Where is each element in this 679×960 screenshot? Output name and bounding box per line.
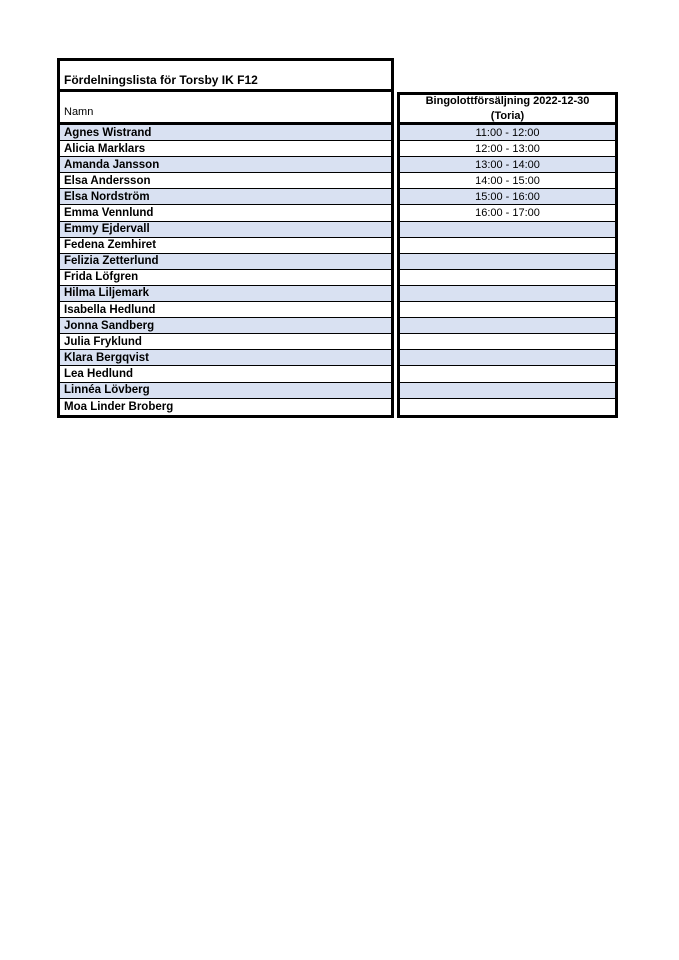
table-row-name: Felizia Zetterlund <box>60 254 391 270</box>
table-row-name: Agnes Wistrand <box>60 125 391 141</box>
table-row-slot: 13:00 - 14:00 <box>400 157 615 173</box>
slot-header-line2: (Toria) <box>490 109 525 122</box>
table-row-name: Amanda Jansson <box>60 157 391 173</box>
table-row-name: Elsa Andersson <box>60 173 391 189</box>
table-row-name: Emma Vennlund <box>60 205 391 221</box>
table-row-name: Elsa Nordström <box>60 189 391 205</box>
table-row-name: Lea Hedlund <box>60 366 391 382</box>
table-row-slot <box>400 318 615 334</box>
table-row-name: Fedena Zemhiret <box>60 238 391 254</box>
table-row-slot <box>400 399 615 415</box>
slot-rows <box>397 125 618 418</box>
distribution-table <box>57 58 618 418</box>
table-row-slot <box>400 270 615 286</box>
table-row-slot <box>400 334 615 350</box>
table-row-slot: 11:00 - 12:00 <box>400 125 615 141</box>
table-row-name: Klara Bergqvist <box>60 350 391 366</box>
table-row-slot <box>400 222 615 238</box>
table-row-slot <box>400 366 615 382</box>
table-row-name: Frida Löfgren <box>60 270 391 286</box>
name-rows <box>57 125 394 418</box>
table-row-slot: 16:00 - 17:00 <box>400 205 615 221</box>
table-row-name: Linnéa Lövberg <box>60 383 391 399</box>
slot-column-header <box>397 92 618 125</box>
name-column-header: Namn <box>57 92 394 125</box>
table-row-slot <box>400 238 615 254</box>
table-row-name: Isabella Hedlund <box>60 302 391 318</box>
table-row-name: Emmy Ejdervall <box>60 222 391 238</box>
table-row-slot <box>400 254 615 270</box>
table-row-name: Moa Linder Broberg <box>60 399 391 415</box>
document-title: Fördelningslista för Torsby IK F12 <box>57 58 394 92</box>
table-row-name: Jonna Sandberg <box>60 318 391 334</box>
table-row-slot: 12:00 - 13:00 <box>400 141 615 157</box>
table-row-name: Hilma Liljemark <box>60 286 391 302</box>
table-row-slot: 15:00 - 16:00 <box>400 189 615 205</box>
table-row-slot <box>400 350 615 366</box>
name-column <box>57 58 394 418</box>
table-row-slot <box>400 383 615 399</box>
slot-column <box>397 92 618 418</box>
slot-header-line1: Bingolottförsäljning 2022-12-30 <box>425 95 590 108</box>
table-row-slot: 14:00 - 15:00 <box>400 173 615 189</box>
table-row-name: Alicia Marklars <box>60 141 391 157</box>
table-row-slot <box>400 286 615 302</box>
table-row-slot <box>400 302 615 318</box>
table-row-name: Julia Fryklund <box>60 334 391 350</box>
